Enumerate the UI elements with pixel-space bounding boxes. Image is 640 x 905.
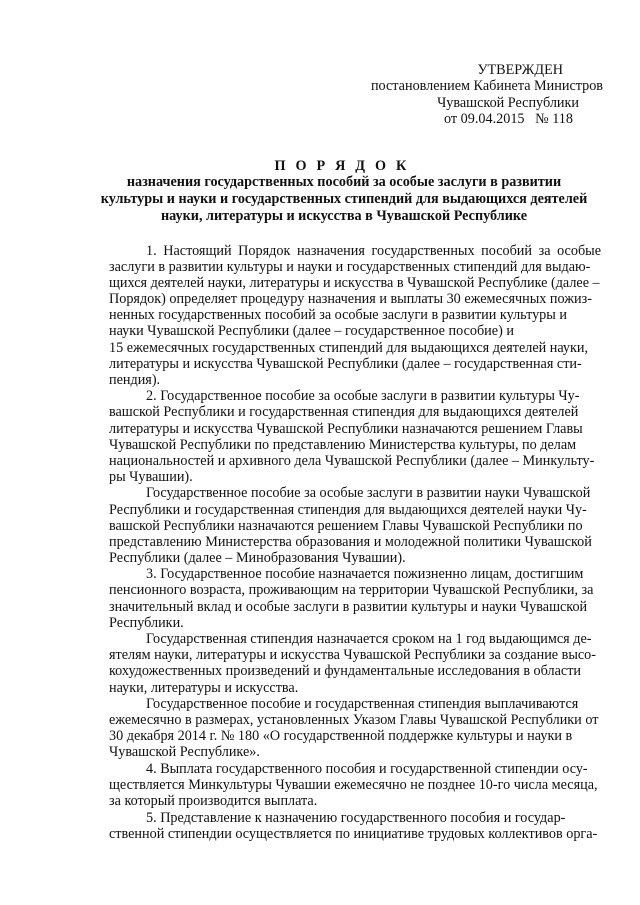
paragraph-4: 3. Государственное пособие назначается пожизненно лицам, достигшим пенсионного возраста, проживающим на территории Чувашской Республики, за значительный вклад и особые заслуги в развитии культуры и науки Чувашской Республики. xyxy=(109,566,594,631)
paragraph-2: 2. Государственное пособие за особые заслуги в развитии культуры Чу- вашской Республики и государственная стипендия для выдающихся деятелей литературы и искусства Чувашской Республики назначаются решением Главы Чувашской Республики по представлению Министерства культуры, по делам национальностей и архивного дела Чувашской Республики (далее – Минкульту- ры Чувашии). xyxy=(109,388,595,485)
approval-line-2: Чувашской Республики xyxy=(437,94,579,111)
paragraph-1: 1. Настоящий Порядок назначения государственных пособий за особые заслуги в развитии культуры и науки и государственных стипендий для выдаю- щихся деятелей науки, литературы и искусства в Чувашской Республике (далее – Порядок) определяет процедуру назначения и выплаты 30 ежемесячных пожиз- ненных государственных пособий за особые заслуги в развитии культуры и науки Чувашской Республики (далее – государственное пособие) и 15 ежемесячных государственных стипендий для выдающихся деятелей науки, литературы и искусства Чувашской Республики (далее – государственная сти- пендия). xyxy=(109,243,601,388)
paragraph-6: Государственное пособие и государственная стипендия выплачиваются ежемесячно в размерах, установленных Указом Главы Чувашской Республики от 30 декабря 2014 г. № 180 «О государственной поддержке культуры и науки в Чувашской Республике». xyxy=(109,696,599,761)
approval-line-3: от 09.04.2015 № 118 xyxy=(444,111,573,128)
paragraph-3: Государственное пособие за особые заслуги в развитии науки Чувашской Республики и государственная стипендия для выдающихся деятелей науки Чу- вашской Республики назначаются решением Главы Чувашской Республики по представлению Министерства образования и молодежной политики Чувашской Республики (далее – Минобразования Чувашии). xyxy=(109,485,592,566)
paragraph-7: 4. Выплата государственного пособия и государственной стипендии осу- ществляется Минкультуры Чувашии ежемесячно не позднее 10-го числа месяца, за который производится выплата. xyxy=(109,761,598,810)
document-subtitle: назначения государственных пособий за особые заслуги в развитии культуры и науки и государственных стипендий для выдающихся деятелей науки, литературы и искусства в Чувашской Республике xyxy=(100,174,588,224)
approval-stamp xyxy=(0,62,603,128)
approval-line-1: постановлением Кабинета Министров xyxy=(370,78,603,95)
paragraph-8: 5. Представление к назначению государственного пособия и государ- ственной стипендии осуществляется по инициативе трудовых коллективов орга- xyxy=(109,809,598,842)
document-body xyxy=(109,243,601,842)
document-title: П О Р Я Д О К xyxy=(274,158,410,174)
paragraph-5: Государственная стипендия назначается сроком на 1 год выдающимся де- ятелям науки, литературы и искусства Чувашской Республики за создание высо- кохудожественных произведений и фундаментальные исследования в области науки, литературы и искусства. xyxy=(109,631,596,696)
approval-title: УТВЕРЖДЕН xyxy=(477,62,563,78)
